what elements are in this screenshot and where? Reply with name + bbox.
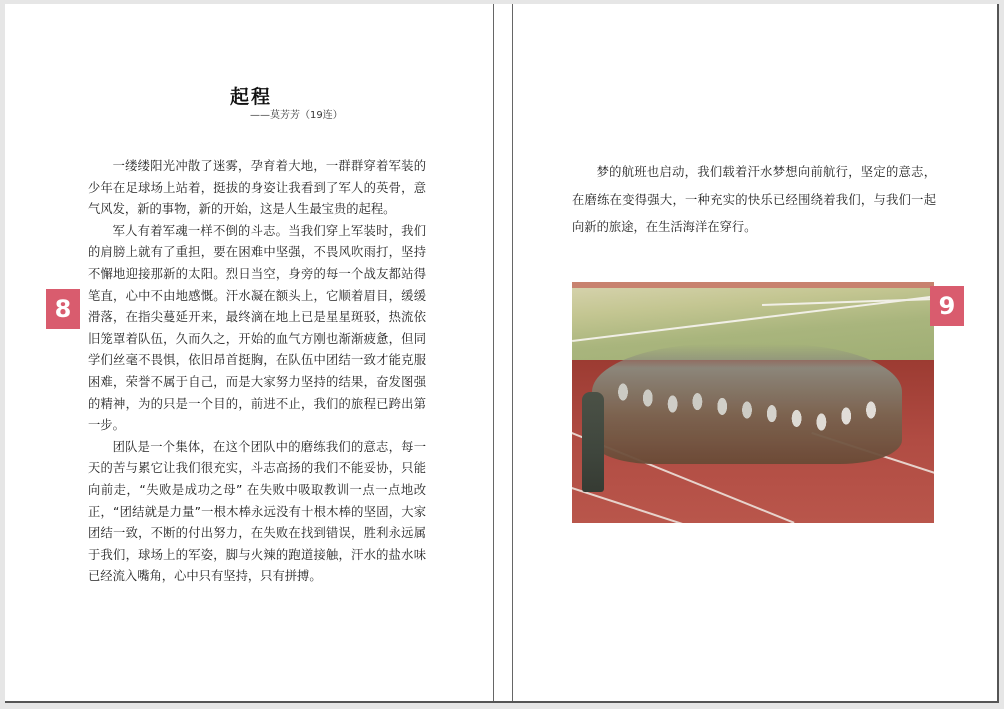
student-formation — [592, 344, 902, 464]
paragraph: 梦的航班也启动，我们载着汗水梦想向前航行，坚定的意志，在磨练在变得强大，一种充实的快乐已经围绕着我们，与我们一起向新的旅途，在生活海洋在穿行。 — [572, 165, 936, 234]
paragraph: 军人有着军魂一样不倒的斗志。当我们穿上军装时，我们的肩膀上就有了重担，要在困难中坚强，不畏风吹雨打，坚持不懈地迎接那新的太阳。烈日当空，身旁的每一个战友都站得笔直，心中不由地感慨。汗水凝在额头上，它顺着眉目，缓缓滑落，在指尖蔓延开来，最终滴在地上已是星星斑驳，热流依旧笼罩着队伍，久而久之，开始的血气方刚也渐渐疲惫，但同学们丝毫不畏惧，依旧昂首挺胸，在队伍中团结一致才能克服困难，荣誉不属于自己，而是大家努力坚持的结果，奋发图强的精神，为的只是一个目的，前进不止，我们的旅程已跨出第一步。 — [88, 223, 426, 433]
instructor-figure — [582, 392, 604, 492]
article-title: 起程 — [230, 86, 273, 108]
author-byline: ——莫芳芳（19连） — [250, 110, 343, 121]
page-number-badge: 8 — [46, 289, 80, 329]
gutter-divider — [493, 4, 494, 701]
book-spread — [5, 4, 999, 703]
page-number-badge: 9 — [930, 286, 964, 326]
military-training-photo — [572, 282, 934, 523]
paragraph: 团队是一个集体，在这个团队中的磨练我们的意志，每一天的苦与累它让我们很充实，斗志高扬的我们不能妥协，只能向前走，“失败是成功之母” 在失败中吸取教训一点一点地改正，“团结就是力量”一根木棒永远没有十根木棒的坚固，大家团结一致，不断的付出努力，在失败在找到错误，胜利永远属于我们，球场上的军姿，脚与火辣的跑道接触，汗水的盐水味已经流入嘴角，心中只有坚持，只有拼搏。 — [88, 439, 426, 584]
gutter-divider — [512, 4, 513, 701]
right-body-text — [572, 159, 936, 242]
paragraph: 一缕缕阳光冲散了迷雾，孕育着大地，一群群穿着军装的少年在足球场上站着，挺拔的身姿让我看到了军人的英骨，意气风发，新的事物，新的开始，这是人生最宝贵的起程。 — [88, 159, 426, 217]
left-body-text — [88, 156, 426, 588]
left-page — [5, 4, 493, 701]
far-track — [572, 282, 934, 288]
